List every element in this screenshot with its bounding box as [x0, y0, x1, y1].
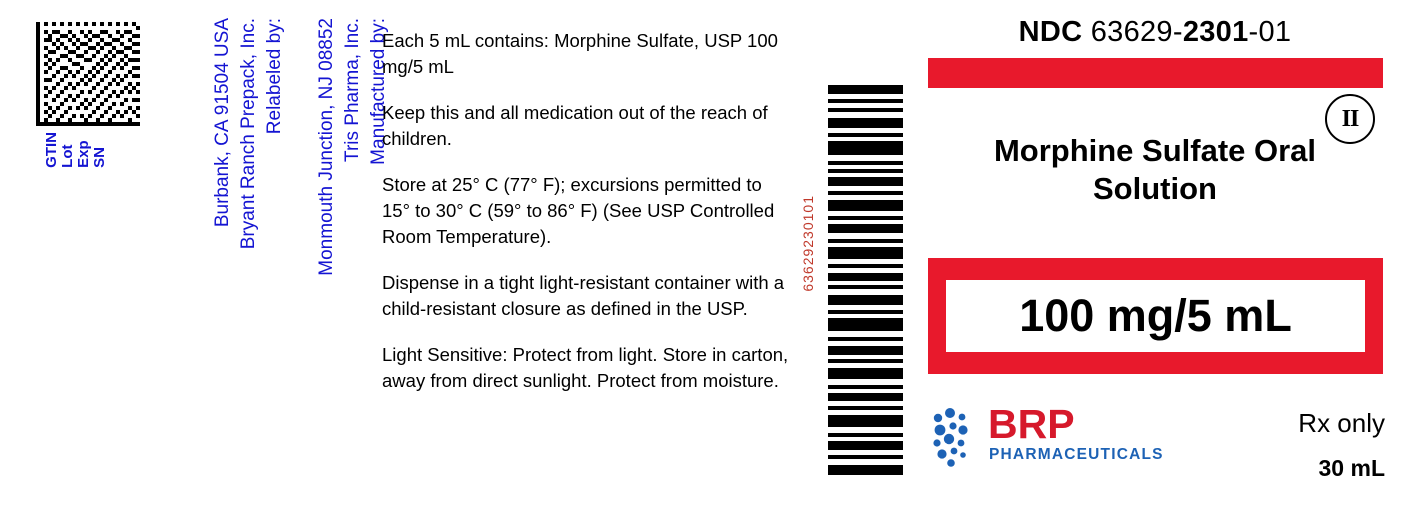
- ndc-part2: -01: [1248, 16, 1292, 48]
- ndc-product-code: 2301: [1182, 16, 1249, 48]
- product-name: Morphine Sulfate Oral Solution: [993, 133, 1317, 206]
- description-keep-out-of-reach: Keep this and all medication out of the reach of children.: [382, 102, 768, 149]
- relabeler-line-2: Bryant Ranch Prepack, Inc.: [238, 18, 259, 250]
- manufacturer-line-1: Manufactured by:: [368, 18, 389, 165]
- brp-logo-wordmark: BRP: [988, 401, 1075, 447]
- datamatrix-label-lot: Lot: [59, 144, 76, 168]
- strength-value: 100 mg/5 mL: [946, 280, 1365, 352]
- relabeler-line-3: Burbank, CA 91504 USA: [212, 18, 233, 228]
- net-volume: 30 mL: [1318, 455, 1385, 481]
- schedule-ii-ring: II: [1325, 94, 1375, 144]
- description-storage: Store at 25° C (77° F); excursions permitted to 15° to 30° C (59° to 86° F) (See USP Controlled Room Temperature).: [382, 174, 775, 247]
- brp-logo: [930, 400, 1180, 480]
- red-accent-bar-top: [928, 58, 1383, 88]
- datamatrix-2d-barcode-icon: [36, 22, 140, 126]
- brp-logo-subtitle: PHARMACEUTICALS: [989, 446, 1164, 463]
- manufacturer-line-3: Monmouth Junction, NJ 08852: [316, 18, 337, 276]
- ndc-code: [920, 16, 1390, 49]
- datamatrix-label-gtin: GTIN: [43, 132, 60, 168]
- ndc-part1: 63629-: [1090, 16, 1183, 48]
- linear-barcode-icon: [828, 85, 903, 440]
- brp-logo-dots-icon: [930, 406, 982, 468]
- datamatrix-barcode: [36, 22, 146, 126]
- ndc-prefix: NDC: [1018, 16, 1083, 48]
- manufacturer-line-2: Tris Pharma, Inc.: [342, 18, 363, 162]
- rx-only-text: Rx only: [1298, 408, 1385, 438]
- label-front-panel: [920, 0, 1410, 525]
- description-ingredients: Each 5 mL contains: Morphine Sulfate, USP 100 mg/5 mL: [382, 30, 778, 77]
- relabeler-line-1: Relabeled by:: [264, 18, 285, 135]
- datamatrix-label-sn: SN: [91, 147, 108, 168]
- datamatrix-field-labels: [44, 132, 107, 168]
- description-light-sensitive: Light Sensitive: Protect from light. Store in carton, away from direct sunlight. Protect from moisture.: [382, 344, 789, 391]
- description-dispense: Dispense in a tight light-resistant container with a child-resistant closure as defined in the USP.: [382, 272, 785, 319]
- datamatrix-label-exp: Exp: [75, 140, 92, 168]
- barcode-number: 63629230101: [800, 195, 816, 292]
- drug-description-text: [382, 28, 794, 394]
- linear-barcode: [800, 85, 915, 445]
- strength-banner: [928, 258, 1383, 374]
